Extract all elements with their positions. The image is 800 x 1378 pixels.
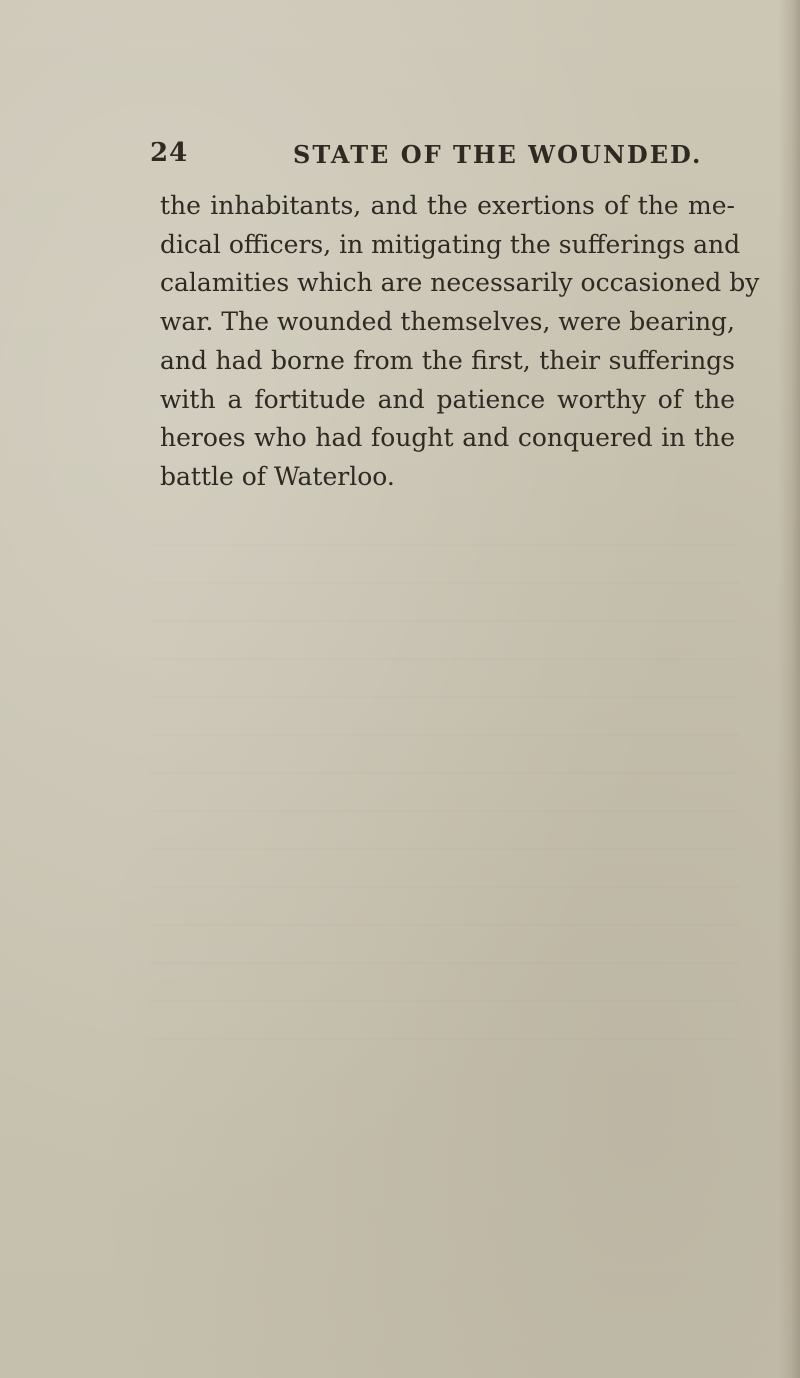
text-line: and had borne from the first, their sufferings [160, 345, 735, 375]
running-head: STATE OF THE WOUNDED. [293, 140, 703, 169]
text-line: heroes who had fought and conquered in the [160, 423, 735, 453]
paragraph [160, 187, 760, 497]
text-line: with a fortitude and patience worthy of the [160, 384, 735, 414]
text-line: battle of Waterloo. [160, 461, 395, 491]
page-number: 24 [150, 138, 189, 168]
text-line: war. The wounded themselves, were bearing, [160, 307, 735, 337]
show-through-texture [150, 520, 740, 1040]
page-header [150, 138, 730, 178]
text-line: the inhabitants, and the exertions of the me- [160, 191, 735, 220]
text-line: calamities which are necessarily occasioned by [160, 268, 760, 298]
page-edge-shadow [778, 0, 800, 1378]
text-line: dical officers, in mitigating the sufferings and [160, 229, 741, 259]
